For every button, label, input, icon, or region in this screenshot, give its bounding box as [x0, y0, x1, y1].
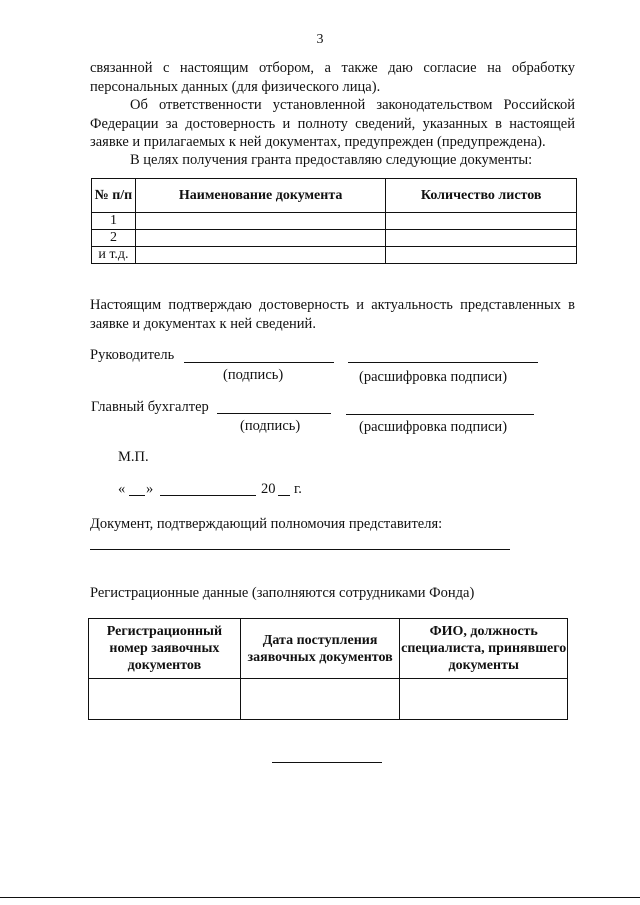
date-day-line[interactable] [129, 495, 145, 496]
row-document-name[interactable] [135, 247, 385, 264]
closing-rule [272, 762, 382, 763]
row-document-name[interactable] [135, 213, 385, 230]
accountant-signature-caption: (подпись) [240, 418, 301, 434]
table-row [89, 679, 568, 720]
header-specialist: ФИО, должность специалиста, принявшего документы [400, 619, 568, 679]
row-number: 2 [92, 230, 136, 247]
head-name-line[interactable] [348, 362, 538, 363]
documents-table [91, 178, 577, 264]
authority-document-label: Документ, подтверждающий полномочия представителя: [90, 516, 443, 532]
head-signature-caption: (подпись) [223, 367, 284, 383]
paragraph-consent: связанной с настоящим отбором, а также даю согласие на обработку персональных данных (для физического лица). [90, 60, 575, 95]
table-row [92, 247, 577, 264]
row-number: и т.д. [92, 247, 136, 264]
documents-table-header [92, 179, 577, 213]
accountant-name-line[interactable] [346, 414, 534, 415]
header-number: № п/п [92, 179, 136, 213]
stamp-place: М.П. [118, 449, 149, 465]
registration-number-cell[interactable] [89, 679, 241, 720]
page-bottom-rule [0, 897, 640, 898]
registration-table [88, 618, 568, 720]
date-year-prefix: 20 [261, 481, 276, 497]
table-row [92, 213, 577, 230]
date-month-line[interactable] [160, 495, 256, 496]
row-sheet-count[interactable] [386, 247, 577, 264]
header-document-name: Наименование документа [135, 179, 385, 213]
row-number: 1 [92, 213, 136, 230]
row-sheet-count[interactable] [386, 213, 577, 230]
receipt-date-cell[interactable] [240, 679, 400, 720]
row-sheet-count[interactable] [386, 230, 577, 247]
header-registration-number: Регистрационный номер заявочных документов [89, 619, 241, 679]
paragraph-responsibility: Об ответственности установленной законодательством Российской Федерации за достоверность и полноту сведений, указанных в настоящей заявке и прилагаемых к ней документах, предупрежден (предупреждена). [90, 97, 575, 150]
registration-table-header [89, 619, 568, 679]
registration-title: Регистрационные данные (заполняются сотрудниками Фонда) [90, 585, 475, 601]
head-decode-caption: (расшифровка подписи) [359, 369, 508, 385]
date-year-line[interactable] [278, 495, 290, 496]
row-document-name[interactable] [135, 230, 385, 247]
specialist-cell[interactable] [400, 679, 568, 720]
table-row [92, 230, 577, 247]
accountant-signature-line[interactable] [217, 413, 331, 414]
header-sheet-count: Количество листов [386, 179, 577, 213]
confirmation-text: Настоящим подтверждаю достоверность и актуальность представленных в заявке и документах к ней сведений. [90, 297, 575, 332]
date-year-suffix: г. [294, 481, 302, 497]
authority-document-line[interactable] [90, 549, 510, 550]
header-receipt-date: Дата поступления заявочных документов [240, 619, 400, 679]
head-label: Руководитель [90, 347, 175, 363]
accountant-label: Главный бухгалтер [91, 399, 209, 415]
head-signature-line[interactable] [184, 362, 334, 363]
date-quote-open: « [118, 481, 126, 497]
date-quote-close: » [146, 481, 154, 497]
paragraph-documents-intro: В целях получения гранта предоставляю следующие документы: [130, 152, 533, 168]
page-number: 3 [316, 32, 324, 47]
accountant-decode-caption: (расшифровка подписи) [359, 419, 508, 435]
